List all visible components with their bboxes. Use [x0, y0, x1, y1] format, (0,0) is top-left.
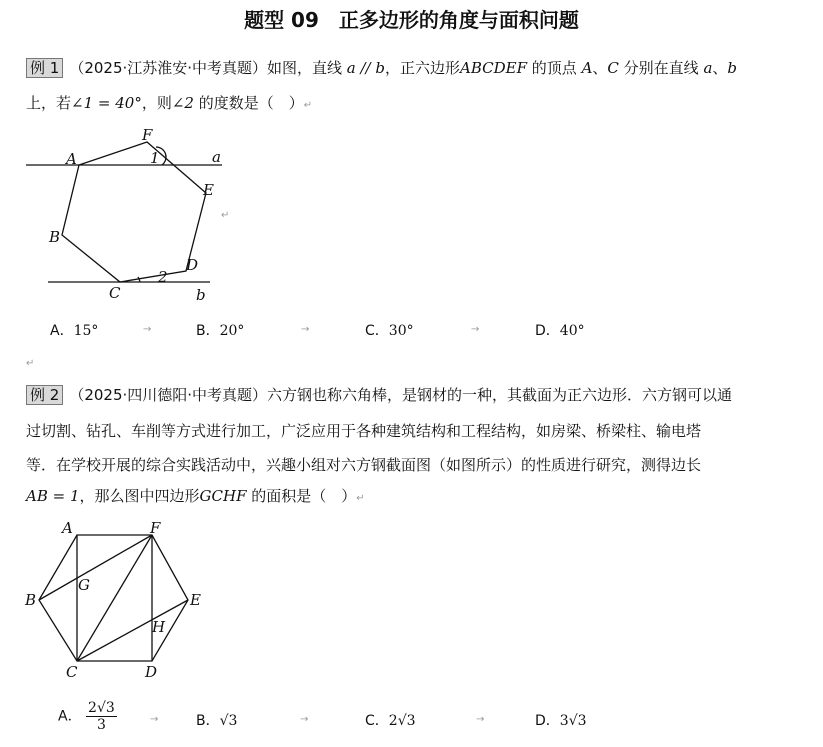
math: ∠1 = 40° — [71, 94, 142, 112]
option-c[interactable] — [365, 320, 414, 340]
option-letter: D． — [535, 323, 560, 339]
option-value: 30° — [388, 323, 414, 339]
math: AB = 1 — [26, 487, 80, 505]
math: C — [607, 59, 619, 77]
option-value: 20° — [219, 323, 245, 339]
text: 、 — [712, 59, 728, 77]
label-angle-2: 2 — [158, 268, 168, 286]
label-F: F — [150, 519, 161, 537]
option-letter: B． — [196, 713, 220, 729]
segment-bf — [39, 535, 152, 600]
label-D: D — [145, 663, 158, 681]
label-C: C — [109, 284, 121, 302]
text: 分别在直线 — [618, 59, 704, 77]
label-line-b: b — [196, 286, 206, 304]
hexagon-abcdef — [62, 142, 206, 282]
option-value: 15° — [73, 323, 99, 339]
page-title: 题型 09 正多边形的角度与面积问题 — [244, 8, 579, 32]
option-value: √3 — [219, 713, 238, 729]
label-E: E — [190, 591, 201, 609]
label-A: A — [66, 150, 77, 168]
text: 的度数是（ ） — [193, 94, 304, 112]
segment-ce — [77, 600, 188, 661]
option-value: 3√3 — [559, 713, 587, 729]
segment-cf — [77, 535, 152, 661]
label-angle-1: 1 — [150, 149, 160, 167]
text: ，正六边形 — [385, 59, 461, 77]
math: a // b — [346, 59, 385, 77]
math: b — [727, 59, 738, 77]
label-H: H — [152, 618, 166, 636]
fraction — [86, 700, 117, 733]
text: 的顶点 — [527, 59, 582, 77]
option-letter: C． — [365, 713, 389, 729]
label-D: D — [186, 256, 199, 274]
example-2-line-2: 过切割、钻孔、车削等方式进行加工，广泛应用于各种建筑结构和工程结构，如房梁、桥梁柱、输电塔 — [26, 422, 702, 440]
option-value: 2√3 — [388, 713, 416, 729]
text: 上，若 — [26, 94, 72, 112]
example-2-line-4: AB = 1，那么图中四边形GCHF 的面积是（ ）↵ — [26, 487, 365, 505]
text: （2025·四川德阳·中考真题）六方钢也称六角棒，是钢材的一种，其截面为正六边形．六方钢可以通 — [69, 386, 733, 404]
example-1-tag: 例 1 — [26, 58, 63, 78]
option-d[interactable] — [535, 710, 587, 730]
example-1-line-1 — [26, 58, 737, 78]
text: ，那么图中四边形 — [79, 487, 200, 505]
math: A — [581, 59, 593, 77]
math: ABCDEF — [460, 59, 528, 77]
option-letter: A． — [50, 323, 74, 339]
label-line-a: a — [212, 148, 221, 166]
text: 、 — [592, 59, 608, 77]
label-B: B — [25, 591, 37, 609]
fraction-numerator: 2√3 — [88, 700, 115, 716]
text: ，则 — [141, 94, 172, 112]
option-b[interactable] — [196, 320, 244, 340]
option-letter: B． — [196, 323, 220, 339]
option-b[interactable] — [196, 710, 237, 730]
hexagon-figure-1 — [0, 120, 240, 305]
option-d[interactable] — [535, 320, 585, 340]
option-c[interactable] — [365, 710, 416, 730]
text: （2025·江苏淮安·中考真题）如图，直线 — [69, 59, 347, 77]
label-B: B — [49, 228, 61, 246]
option-a[interactable] — [58, 700, 117, 733]
fraction-denominator: 3 — [96, 717, 106, 733]
label-C: C — [66, 663, 78, 681]
math: GCHF — [199, 487, 247, 505]
example-2-tag: 例 2 — [26, 385, 63, 405]
option-value: 40° — [559, 323, 585, 339]
label-G: G — [78, 576, 90, 594]
example-2-line-3: 等．在学校开展的综合实践活动中，兴趣小组对六方钢截面图（如图所示）的性质进行研究，测得边长 — [26, 456, 702, 474]
option-letter: C． — [365, 323, 389, 339]
option-a[interactable] — [50, 320, 98, 340]
hexagon-figure-2 — [0, 515, 240, 685]
hexagon-abcdef — [39, 535, 188, 661]
math: a — [703, 59, 713, 77]
example-1-line-2: 上，若∠1 = 40°，则∠2 的度数是（ ）↵ — [26, 94, 313, 112]
label-E: E — [203, 181, 214, 199]
example-2-line-1 — [26, 385, 732, 405]
option-letter: D． — [535, 713, 560, 729]
math: ∠2 — [171, 94, 194, 112]
label-F: F — [142, 126, 153, 144]
text: 的面积是（ ） — [246, 487, 357, 505]
label-A: A — [62, 519, 73, 537]
option-letter: A． — [58, 708, 82, 725]
